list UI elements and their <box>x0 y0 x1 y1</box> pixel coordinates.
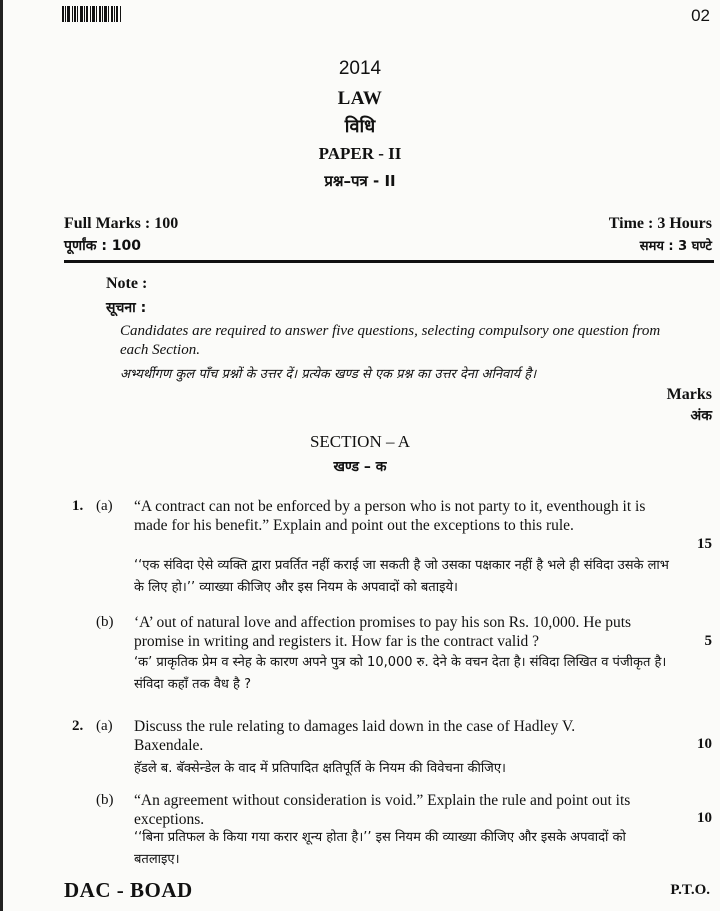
question-text: “An agreement without consideration is void.” Explain the rule and point out its exceptions. <box>134 792 631 828</box>
page-number: 02 <box>691 6 710 25</box>
marks-column-header: Marks <box>666 386 712 403</box>
instruction-text-hindi: अभ्यर्थीगण कुल पाँच प्रश्नों के उत्तर दें। प्रत्येक खण्ड से एक प्रश्न का उत्तर देना अनिवार्य है। <box>120 367 537 382</box>
section-title: SECTION – A <box>309 432 411 451</box>
note-label: Note : <box>106 275 148 292</box>
marks-column-header-hindi: अंक <box>690 408 712 424</box>
part-label: (a) <box>96 498 113 514</box>
paper-code: DAC - BOAD <box>64 878 193 902</box>
question-number: 1. <box>72 498 84 514</box>
part-label: (b) <box>96 614 114 630</box>
section-title-hindi: खण्ड – क <box>333 459 387 475</box>
header-divider <box>64 260 714 263</box>
question-text-hindi: हॅडले ब. बॅक्सेन्डेल के वाद में प्रतिपादित क्षतिपूर्ति के नियम की विवेचना कीजिए। <box>134 761 506 776</box>
note-label-hindi: सूचना : <box>106 300 147 316</box>
subject-title-hindi: विधि <box>344 116 376 137</box>
full-marks-hindi: पूर्णांक : 100 <box>64 238 142 254</box>
question-marks: 10 <box>697 736 712 752</box>
question-text: “A contract can not be enforced by a person who is not party to it, eventhough it is made for his benefit.” Explain and point out the exceptions to this rule. <box>134 498 646 534</box>
exam-year: 2014 <box>338 58 382 79</box>
question-marks: 15 <box>697 536 712 552</box>
question-text: Discuss the rule relating to damages laid down in the case of Hadley V. Baxendale. <box>134 718 576 754</box>
question-text-hindi: ‘क’ प्राकृतिक प्रेम व स्नेह के कारण अपने पुत्र को 10,000 रु. देने के वचन देता है। संविदा लिखित व पंजीकृत है। संविदा कहाँ तक वैध है ? <box>134 655 667 692</box>
paper-title-hindi: प्रश्न–पत्र - II <box>324 172 396 190</box>
question-text: ‘A’ out of natural love and affection promises to pay his son Rs. 10,000. He puts promise in writing and registers it. How far is the contract valid ? <box>134 614 632 650</box>
full-marks: Full Marks : 100 <box>64 215 179 232</box>
instruction-text: Candidates are required to answer five questions, selecting compulsory one question from each Section. <box>120 323 661 358</box>
part-label: (b) <box>96 792 114 808</box>
barcode <box>62 6 126 22</box>
time-allowed-hindi: समय : 3 घण्टे <box>639 239 712 254</box>
question-marks: 5 <box>704 633 712 649</box>
paper-title: PAPER - II <box>318 144 402 163</box>
please-turn-over: P.T.O. <box>670 882 710 898</box>
subject-title: LAW <box>337 88 383 109</box>
time-allowed: Time : 3 Hours <box>608 215 712 232</box>
question-text-hindi: ‘‘बिना प्रतिफल के किया गया करार शून्य होता है।’’ इस नियम की व्याख्या कीजिए और इसके अपवादों को बतलाइए। <box>134 830 626 867</box>
question-number: 2. <box>72 718 84 734</box>
question-marks: 10 <box>697 810 712 826</box>
question-text-hindi: ‘‘एक संविदा ऐसे व्यक्ति द्वारा प्रवर्तित नहीं कराई जा सकती है जो उसका पक्षकार नहीं है भले ही संविदा उसके लाभ के लिए हो।’’ व्याख्या कीजिए और इस नियम के अपवादों को बताइये। <box>134 558 669 595</box>
part-label: (a) <box>96 718 113 734</box>
